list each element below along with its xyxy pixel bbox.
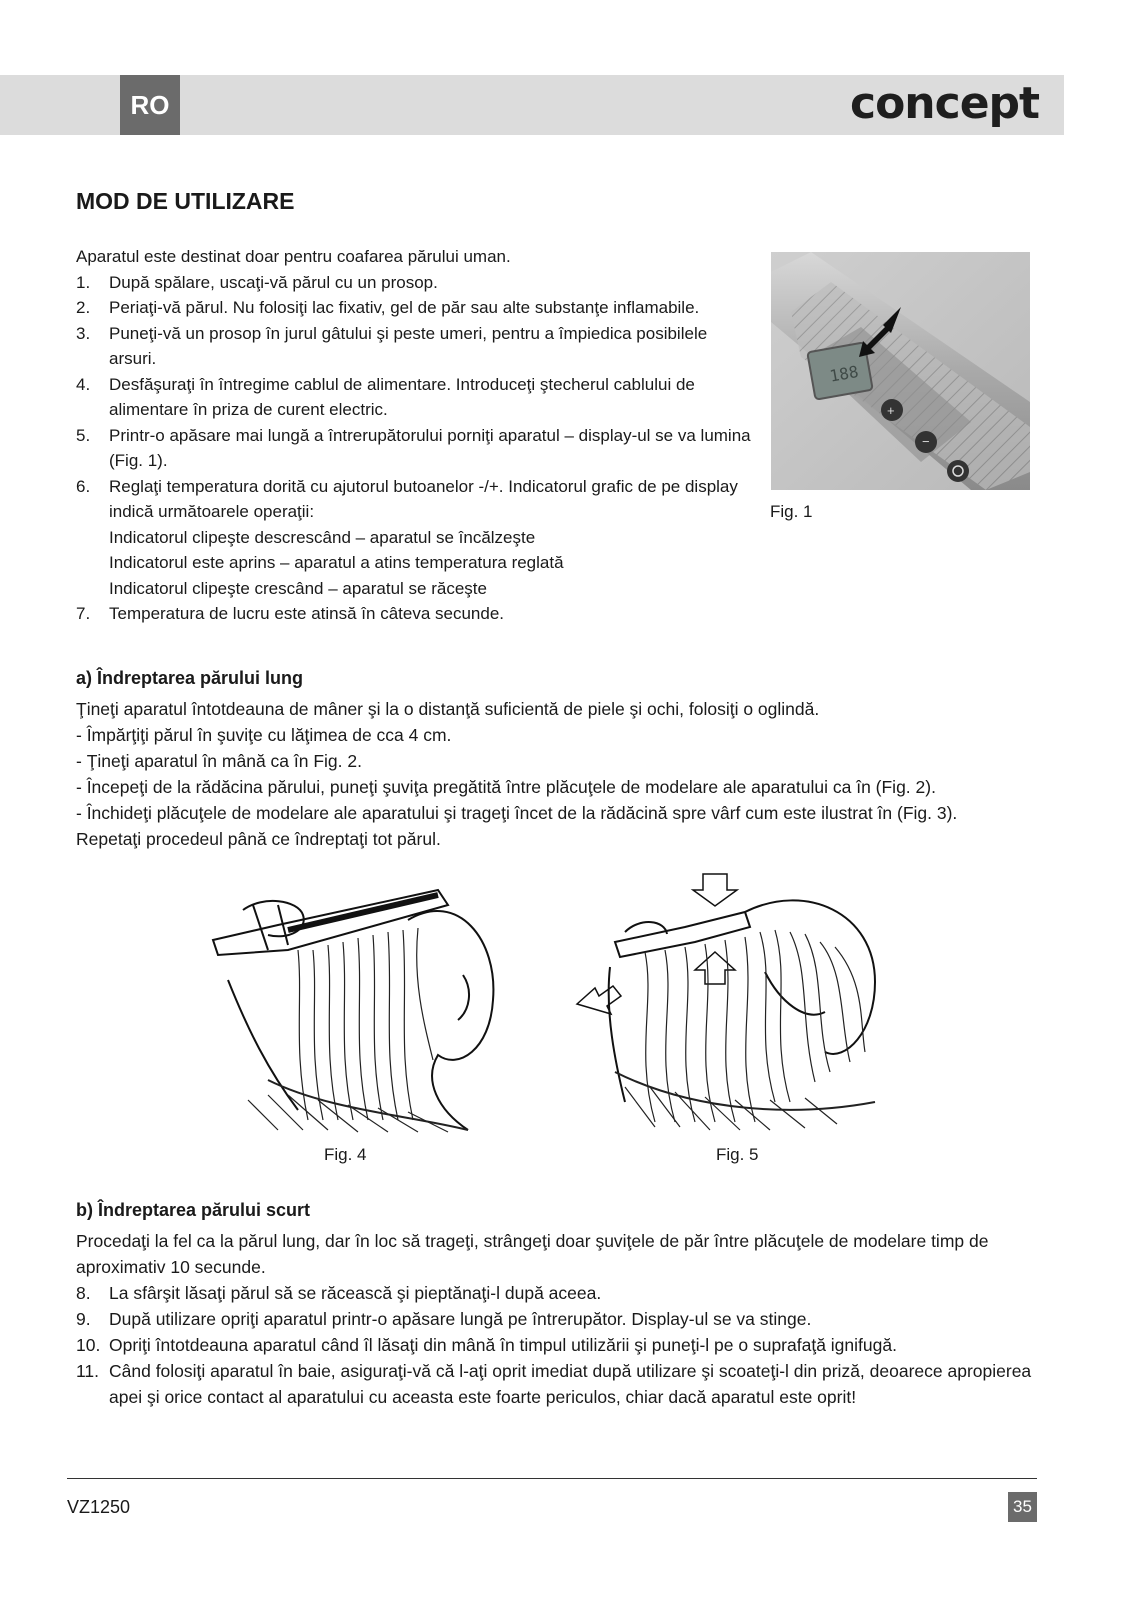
paragraph: Ţineţi aparatul întotdeauna de mâner şi la o distanţă suficientă de piele şi ochi, folosiţi o oglindă. xyxy=(76,699,820,719)
section-b-text xyxy=(76,1228,1046,1410)
model-number: VZ1250 xyxy=(67,1497,131,1517)
steps-list xyxy=(76,270,756,627)
paragraph: - Închideţi plăcuţele de modelare ale aparatului şi trageţi încet de la rădăcină spre vârf cum este ilustrat în (Fig. 3). xyxy=(76,803,958,823)
section-a-text xyxy=(76,696,1046,852)
usage-intro xyxy=(76,244,756,627)
list-item: 11. Când folosiţi aparatul în baie, asiguraţi-vă că l-aţi oprit imediat după utilizare şi scoateţi-l din priză, deoarece apropierea apei şi orice contact al aparatului cu aceasta este foarte periculos, chiar dacă aparatul este oprit! xyxy=(76,1361,1032,1407)
brand-logo: concept xyxy=(850,78,1040,129)
list-item: 5. Printr-o apăsare mai lungă a întrerupătorului porniţi aparatul – display-ul se va lumina (Fig. 1). xyxy=(76,425,751,470)
page-number: 35 xyxy=(1008,1492,1037,1522)
straightening-illustration-fig4 xyxy=(208,880,500,1135)
list-item: 9. După utilizare opriţi aparatul printr-o apăsare lungă pe întrerupător. Display-ul se va stinge. xyxy=(76,1309,812,1329)
list-item: 8. La sfârşit lăsaţi părul să se răcească şi pieptănaţi-l după aceea. xyxy=(76,1283,602,1303)
list-item: 7. Temperatura de lucru este atinsă în câteva secunde. xyxy=(76,604,505,623)
list-item: 6. Reglaţi temperatura dorită cu ajutorul butoanelor -/+. Indicatorul grafic de pe display indică următoarele operaţii: Indicatorul clipeşte descrescând – aparatul se încălzeşte Indicatorul este aprins – aparatul a atins temperatura reglată Indicatorul clipeşte crescând – aparatul se răceşte xyxy=(76,476,738,598)
paragraph: Procedaţi la fel ca la părul lung, dar în loc să trageţi, strângeţi doar şuviţele de păr între plăcuţele de modelare timp de aproximativ 10 secunde. xyxy=(76,1231,989,1277)
page-title: MOD DE UTILIZARE xyxy=(76,188,295,214)
paragraph: - Începeţi de la rădăcina părului, puneţi şuviţa pregătită între plăcuţele de modelare ale aparatului ca în (Fig. 2). xyxy=(76,777,936,797)
intro-text: Aparatul este destinat doar pentru coafarea părului uman. xyxy=(76,247,511,266)
svg-text:188: 188 xyxy=(828,361,860,386)
steps-list-continued xyxy=(76,1280,1046,1410)
list-item: 1. După spălare, uscaţi-vă părul cu un prosop. xyxy=(76,272,438,292)
display-photo-figure xyxy=(771,252,1030,490)
straightening-illustration-fig5 xyxy=(575,872,887,1134)
paragraph: Repetaţi procedeul până ce îndreptaţi tot părul. xyxy=(76,829,441,849)
svg-text:−: − xyxy=(922,434,930,449)
fig1-caption: Fig. 1 xyxy=(770,502,813,521)
list-item: 4. Desfăşuraţi în întregime cablul de alimentare. Introduceţi ştecherul cablului de alimentare în priza de curent electric. xyxy=(76,374,695,419)
footer-divider xyxy=(67,1478,1037,1479)
svg-text:+: + xyxy=(887,403,895,418)
list-item: 3. Puneţi-vă un prosop în jurul gâtului şi peste umeri, pentru a împiedica posibilele arsuri. xyxy=(76,323,708,368)
fig4-caption: Fig. 4 xyxy=(324,1145,367,1164)
language-badge: RO xyxy=(120,75,180,135)
paragraph: - Ţineţi aparatul în mână ca în Fig. 2. xyxy=(76,751,362,771)
list-item: 2. Periaţi-vă părul. Nu folosiţi lac fixativ, gel de păr sau alte substanţe inflamabile. xyxy=(76,298,700,317)
section-b-heading: b) Îndreptarea părului scurt xyxy=(76,1200,311,1220)
section-a-heading: a) Îndreptarea părului lung xyxy=(76,668,304,688)
list-item: 10. Opriţi întotdeauna aparatul când îl lăsaţi din mână în timpul utilizării şi puneţi-l pe o suprafaţă ignifugă. xyxy=(76,1335,897,1355)
paragraph: - Împărţiţi părul în şuviţe cu lăţimea de cca 4 cm. xyxy=(76,725,452,745)
fig5-caption: Fig. 5 xyxy=(716,1145,759,1164)
